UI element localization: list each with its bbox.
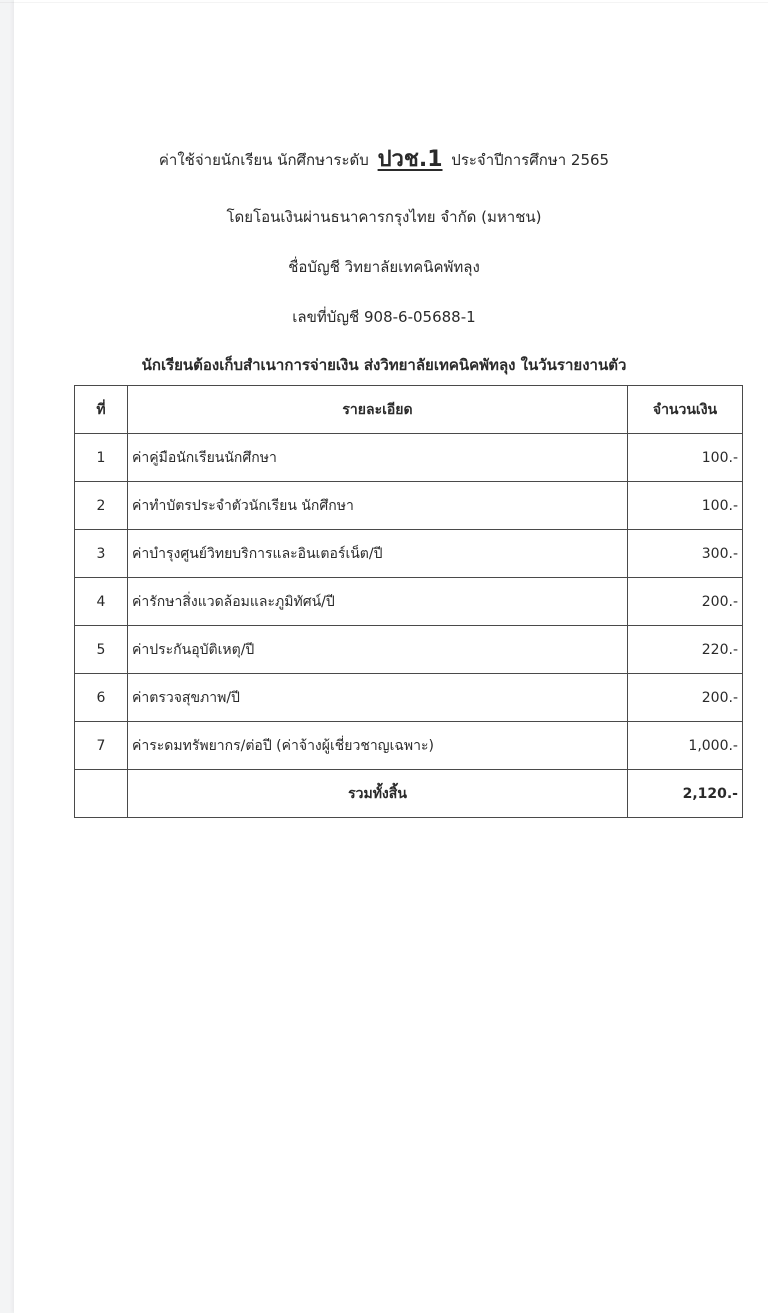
document-title xyxy=(0,147,768,172)
row-number: 6 xyxy=(75,674,128,722)
row-amount: 200.- xyxy=(628,578,743,626)
total-label: รวมทั้งสิ้น xyxy=(128,770,628,818)
table-row xyxy=(75,482,743,530)
row-amount: 1,000.- xyxy=(628,722,743,770)
table-row xyxy=(75,722,743,770)
table-row xyxy=(75,578,743,626)
row-number: 4 xyxy=(75,578,128,626)
header-description: รายละเอียด xyxy=(128,386,628,434)
fee-table xyxy=(74,385,743,818)
row-number: 5 xyxy=(75,626,128,674)
row-number: 7 xyxy=(75,722,128,770)
table-row xyxy=(75,434,743,482)
account-number: เลขที่บัญชี 908-6-05688-1 xyxy=(292,308,476,326)
row-amount: 300.- xyxy=(628,530,743,578)
row-amount: 100.- xyxy=(628,434,743,482)
table-header-row xyxy=(75,386,743,434)
instruction-line: นักเรียนต้องเก็บสำเนาการจ่ายเงิน ส่งวิทยาลัยเทคนิคพัทลุง ในวันรายงานตัว xyxy=(141,356,627,374)
row-number: 1 xyxy=(75,434,128,482)
total-number-cell xyxy=(75,770,128,818)
header-no: ที่ xyxy=(75,386,128,434)
table-row xyxy=(75,530,743,578)
header-amount: จำนวนเงิน xyxy=(628,386,743,434)
row-description: ค่าตรวจสุขภาพ/ปี xyxy=(128,674,628,722)
row-amount: 100.- xyxy=(628,482,743,530)
row-description: ค่าประกันอุบัติเหตุ/ปี xyxy=(128,626,628,674)
row-amount: 200.- xyxy=(628,674,743,722)
row-description: ค่าทำบัตรประจำตัวนักเรียน นักศึกษา xyxy=(128,482,628,530)
row-amount: 220.- xyxy=(628,626,743,674)
title-academic-year: ประจำปีการศึกษา 2565 xyxy=(451,151,610,169)
total-amount: 2,120.- xyxy=(628,770,743,818)
row-number: 2 xyxy=(75,482,128,530)
row-description: ค่ารักษาสิ่งแวดล้อมและภูมิทัศน์/ปี xyxy=(128,578,628,626)
row-number: 3 xyxy=(75,530,128,578)
row-description: ค่าคู่มือนักเรียนนักศึกษา xyxy=(128,434,628,482)
total-row xyxy=(75,770,743,818)
row-description: ค่าบำรุงศูนย์วิทยบริการและอินเตอร์เน็ต/ปี xyxy=(128,530,628,578)
account-name: ชื่อบัญชี วิทยาลัยเทคนิคพัทลุง xyxy=(288,258,480,276)
table-row xyxy=(75,674,743,722)
table-row xyxy=(75,626,743,674)
scan-artifact-line xyxy=(0,2,768,3)
row-description: ค่าระดมทรัพยากร/ต่อปี (ค่าจ้างผู้เชี่ยวชาญเฉพาะ) xyxy=(128,722,628,770)
title-prefix: ค่าใช้จ่ายนักเรียน นักศึกษาระดับ xyxy=(158,151,369,169)
bank-line: โดยโอนเงินผ่านธนาคารกรุงไทย จำกัด (มหาชน) xyxy=(226,208,542,226)
title-level: ปวช.1 xyxy=(377,147,443,172)
